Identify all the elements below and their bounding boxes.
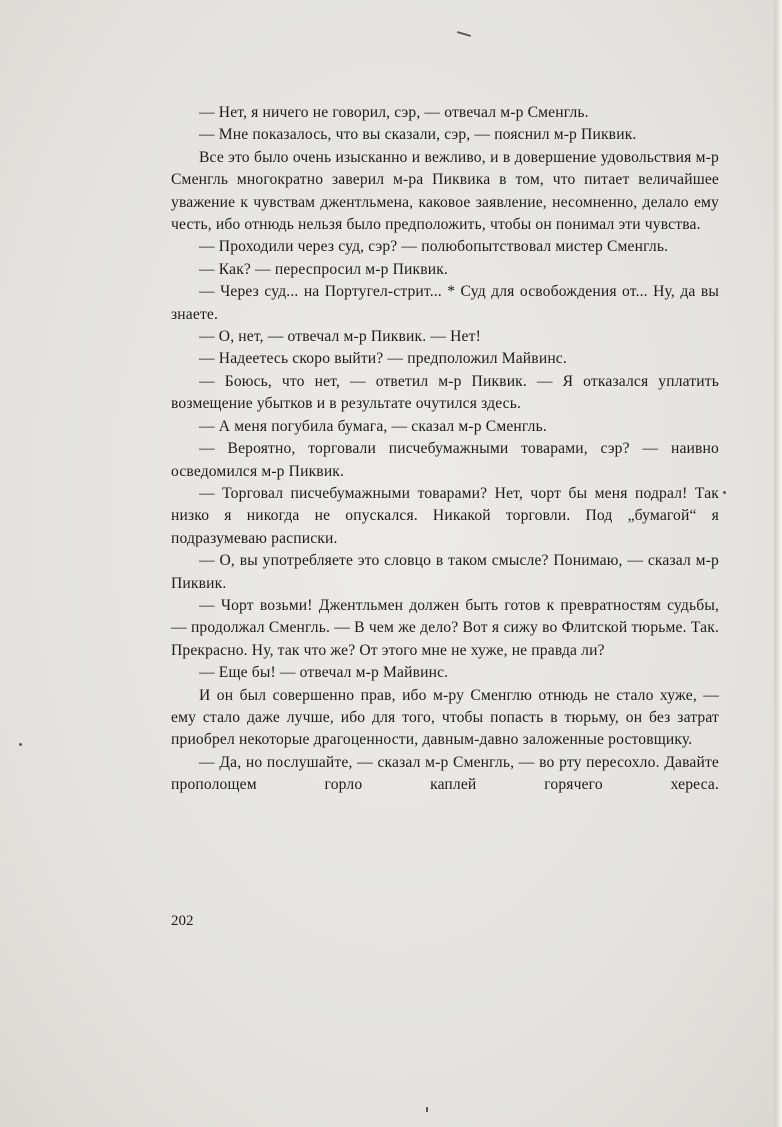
paragraph: — Торговал писчебумажными товарами? Нет, чорт бы меня подрал! Так низко я никогда не опускался. Никакой торговли. Под „бумагой“ я подразумеваю расписки.: [171, 484, 719, 547]
paragraph: — Да, но послушайте, — сказал м-р Сменгль, — во рту пересохло. Давайте прополощем горло каплей горячего хереса.: [171, 753, 719, 794]
print-speck: [723, 491, 726, 494]
paragraph: — Боюсь, что нет, — ответил м-р Пиквик. — Я отказался уплатить возмещение убытков и в результате очутился здесь.: [171, 372, 719, 413]
paragraph: — О, вы употребляете это словцо в таком смысле? Понимаю, — сказал м-р Пиквик.: [171, 552, 719, 592]
paragraph: — О, нет, — отвечал м-р Пиквик. — Нет!: [199, 328, 481, 346]
paragraph: — Нет, я ничего не говорил, сэр, — отвечал м-р Сменгль.: [199, 104, 589, 121]
paragraph: Все это было очень изысканно и вежливо, и в довершение удовольствия м-р Сменгль многократно заверил м-ра Пиквика в том, что питает величайшее уважение к чувствам джентльмена, каковое заявление, несомненно, делало ему честь, ибо отнюдь нельзя было предположить, чтобы он понимал эти чувства.: [171, 148, 719, 234]
paragraph: — Еще бы! — отвечал м-р Майвинс.: [199, 664, 449, 682]
paragraph: И он был совершенно прав, ибо м-ру Сменглю отнюдь не стало хуже, — ему стало даже лучше, ибо для того, чтобы попасть в тюрьму, он без затрат приобрел некоторые драгоценности, давным-давно заложенные ростовщику.: [171, 686, 719, 749]
paragraph: — Через суд... на Португел-стрит... * Суд для освобождения от... Ну, да вы знаете.: [171, 283, 719, 323]
page-text: [171, 102, 719, 797]
print-mark: [457, 31, 471, 37]
print-speck: [426, 1107, 428, 1112]
page-number: 202: [171, 913, 194, 929]
paragraph: — Мне показалось, что вы сказали, сэр, — пояснил м-р Пиквик.: [199, 126, 637, 144]
page-edge: [774, 0, 782, 1127]
paragraph: — Надеетесь скоро выйти? — предположил Майвинс.: [199, 350, 567, 368]
paragraph: — Проходили через суд, сэр? — полюбопытствовал мистер Сменгль.: [199, 238, 669, 256]
print-speck: [19, 743, 22, 746]
paragraph: — Чорт возьми! Джентльмен должен быть готов к превратностям судьбы, — продолжал Сменгль. — В чем же дело? Вот я сижу во Флитской тюрьме. Так. Прекрасно. Ну, так что же? От этого мне не хуже, не правда ли?: [171, 596, 719, 659]
paragraph: — А меня погубила бумага, — сказал м-р Сменгль.: [199, 417, 547, 435]
paragraph: — Вероятно, торговали писчебумажными товарами, сэр? — наивно осведомился м-р Пиквик.: [171, 440, 719, 480]
paragraph: — Как? — переспросил м-р Пиквик.: [199, 260, 448, 278]
